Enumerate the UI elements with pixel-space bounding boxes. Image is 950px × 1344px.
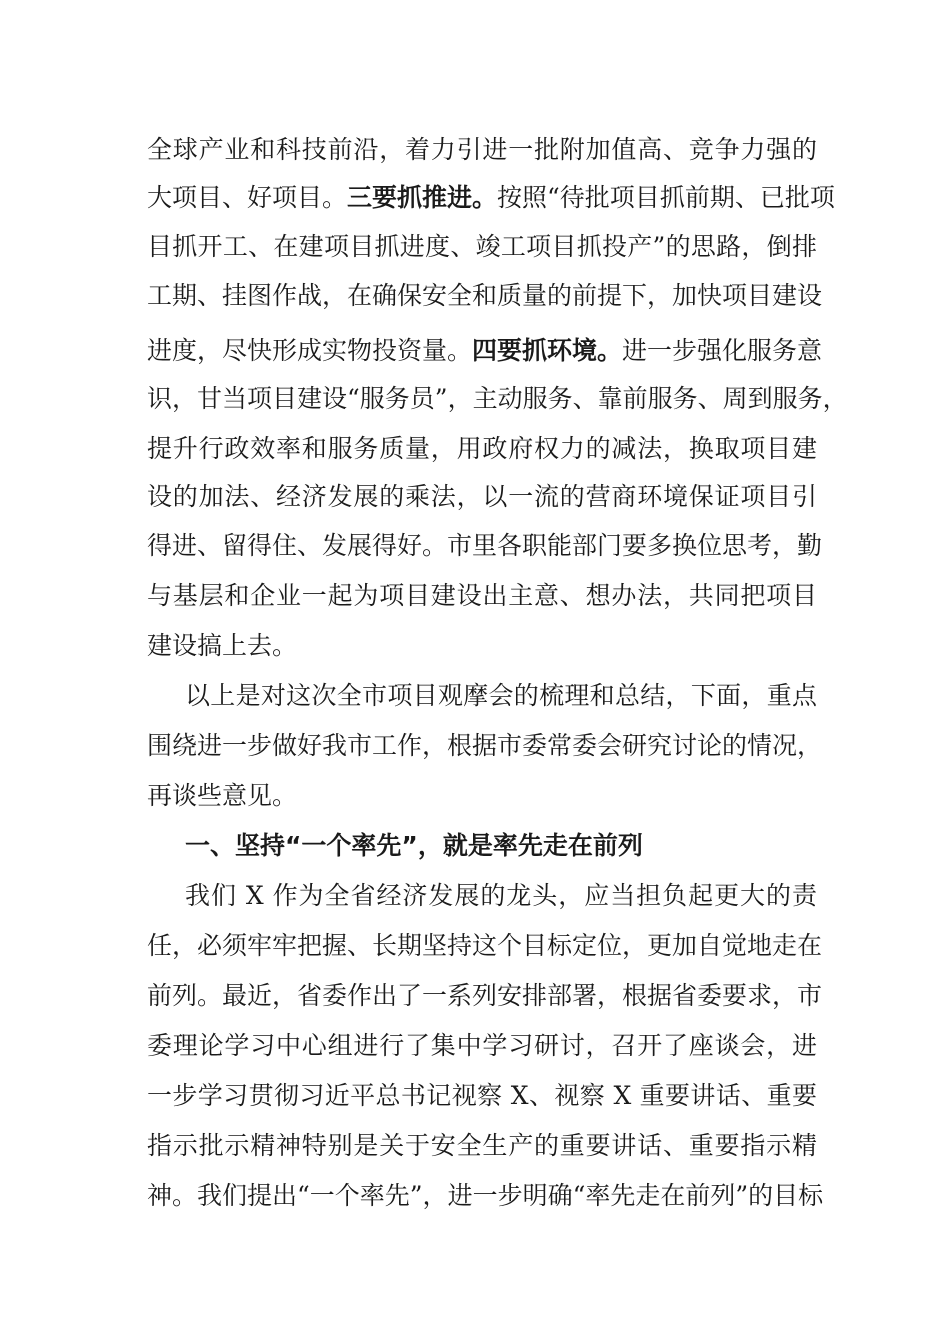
text-line: 一步学习贯彻习近平总书记视察 X、视察 X 重要讲话、重要 [147, 1081, 817, 1110]
text-line: 建设搞上去。 [147, 631, 298, 660]
bold-keyphrase: 四要抓环境。 [472, 336, 623, 365]
text-line: 我们 X 作为全省经济发展的龙头，应当担负起更大的责 [185, 881, 817, 910]
text-line: 再谈些意见。 [147, 781, 298, 810]
text-line: 得进、留得住、发展得好。市里各职能部门要多换位思考，勤 [147, 531, 823, 560]
text-span: 进一步强化服务意 [622, 336, 823, 365]
text-line: 与基层和企业一起为项目建设出主意、想办法，共同把项目 [147, 581, 817, 610]
text-line: 识，甘当项目建设“服务员”，主动服务、靠前服务、周到服务， [147, 384, 848, 413]
text-line: 指示批示精神特别是关于安全生产的重要讲话、重要指示精 [147, 1131, 817, 1160]
text-line [147, 335, 823, 367]
section-heading: 一、坚持“一个率先”，就是率先走在前列 [185, 831, 643, 860]
bold-keyphrase: 三要抓推进。 [347, 183, 498, 212]
text-line: 委理论学习中心组进行了集中学习研讨，召开了座谈会，进 [147, 1031, 817, 1060]
text-line: 以上是对这次全市项目观摩会的梳理和总结，下面，重点 [185, 681, 817, 710]
text-line: 提升行政效率和服务质量，用政府权力的减法，换取项目建 [147, 434, 817, 463]
text-span: 大项目、好项目。 [147, 183, 348, 212]
text-line: 全球产业和科技前沿，着力引进一批附加值高、竞争力强的 [147, 135, 817, 164]
text-span: 按照“待批项目抓前期、已批项 [497, 183, 835, 212]
text-line: 工期、挂图作战，在确保安全和质量的前提下，加快项目建设 [147, 281, 823, 310]
text-line: 任，必须牢牢把握、长期坚持这个目标定位，更加自觉地走在 [147, 931, 823, 960]
text-line [147, 182, 835, 214]
text-line: 围绕进一步做好我市工作，根据市委常委会研究讨论的情况， [147, 731, 823, 760]
text-line: 目抓开工、在建项目抓进度、竣工项目抓投产”的思路，倒排 [147, 232, 817, 261]
text-span: 进度，尽快形成实物投资量。 [147, 336, 473, 365]
text-line: 前列。最近，省委作出了一系列安排部署，根据省委要求，市 [147, 981, 823, 1010]
text-line: 神。我们提出“一个率先”，进一步明确“率先走在前列”的目标 [147, 1181, 824, 1210]
text-line: 设的加法、经济发展的乘法，以一流的营商环境保证项目引 [147, 482, 817, 511]
